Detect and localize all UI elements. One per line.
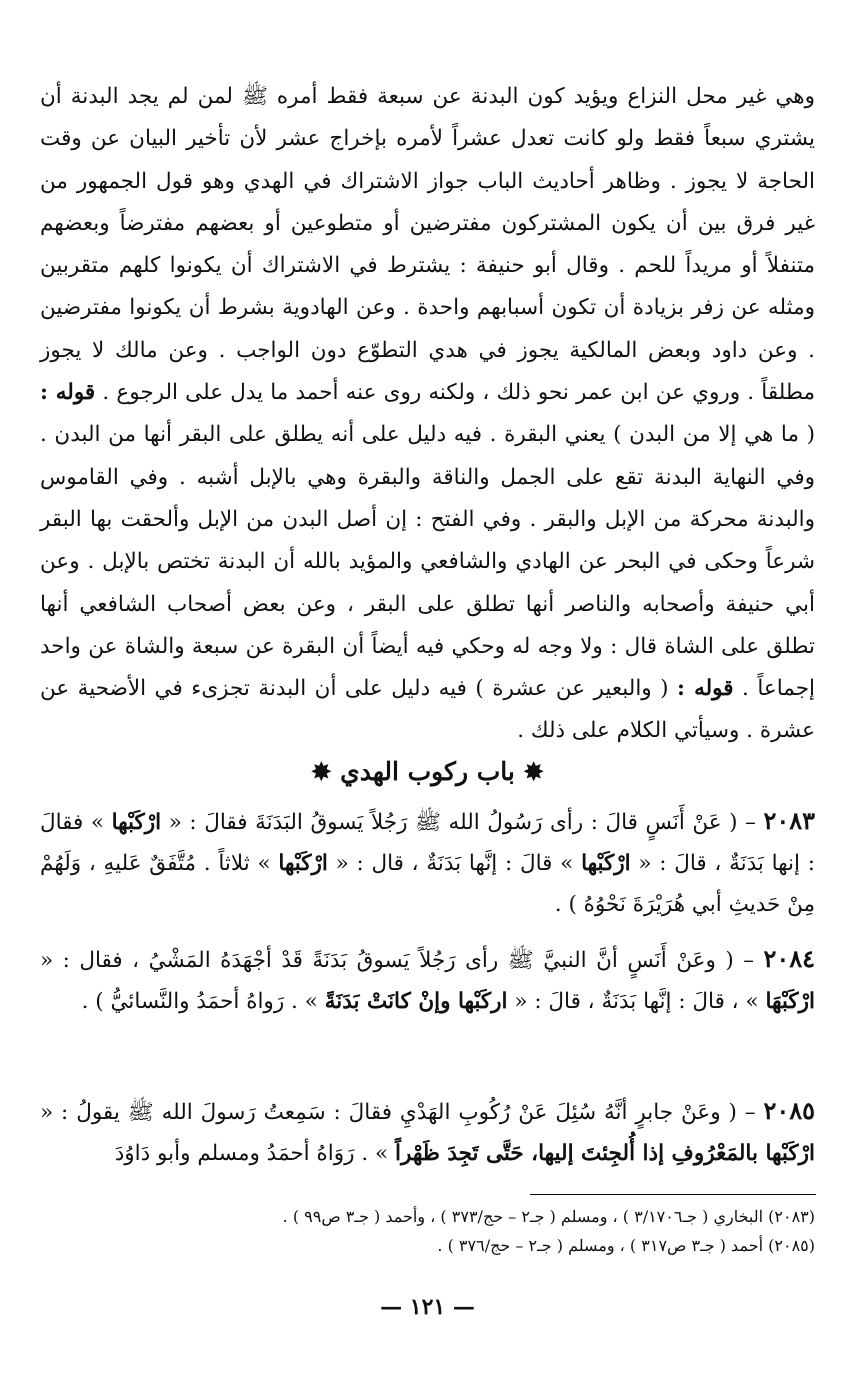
star-ornament-icon: ✸ [311,757,332,786]
star-ornament-icon: ✸ [523,757,544,786]
qawluhu-label: قوله : [677,676,734,702]
footnotes [40,1202,815,1260]
hadith-quote: ارْكَبْها بالمَعْرُوفِ إذا أُلجِئتَ إليها، حَتَّى تَجِدَ ظَهْراً [395,1141,815,1166]
hadith-segment: » . رَواهُ أحمَدُ والنَّسائيُّ ) . [81,989,325,1014]
commentary-segment: ( ما هي إلا من البدن ) يعني البقرة . فيه دليل على أنه يطلق على البقر أنها من البدن . وفي النهاية البدنة تقع على الجمل والناقة والبقرة وهي بالإبل أشبه . وفي القاموس والبدنة محركة من الإبل والبقر . وفي الفتح : إن أصل البدن من الإبل وألحقت بها البقر شرعاً وحكى في البحر عن الهادي والشافعي والمؤيد بالله أن البدنة تختص بالإبل . وعن أبي حنيفة وأصحابه والناصر أنها تطلق على البقر ، وعن بعض أصحاب الشافعي أنها تطلق على الشاة قال : ولا وجه له وحكي فيه أيضاً أن البقرة عن سبعة والشاة عن واحد إجماعاً . [40,422,815,702]
commentary-paragraph [40,76,815,753]
hadith-quote: ارْكَبْها [278,851,328,876]
commentary-segment: وهي غير محل النزاع ويؤيد كون البدنة عن سبعة فقط أمره ﷺ لمن لم يجد البدنة أن يشتري سبعاً فقط ولو كانت تعدل عشراً لأمره بإخراج عشر لأن تأخير البيان عن وقت الحاجة لا يجوز . وظاهر أحاديث الباب جواز الاشتراك في الهدي وهو قول الجمهور من غير فرق بين أن يكون المشتركون مفترضين أو متطوعين أو بعضهم مفترضاً وبعضهم متنفلاً أو مريداً للحم . وقال أبو حنيفة : يشترط في الاشتراك أن يكونوا كلهم متقربين ومثله عن زفر بزيادة أن تكون أسبابهم واحدة . وعن الهادوية بشرط أن يكونوا مفترضين . وعن داود وبعض المالكية يجوز في هدي التطوّع دون الواجب . وعن مالك لا يجوز مطلقاً . وروي عن ابن عمر نحو ذلك ، ولكنه روى عنه أحمد ما يدل على الرجوع . [40,84,815,406]
hadith-segment: » ، قالَ : إنَّها بَدَنَةٌ ، قالَ : « [507,989,766,1014]
hadith-quote: ارْكَبْهَا [765,989,815,1014]
footnote-divider [530,1194,816,1195]
hadith-number: ٢٠٨٥ [763,1096,815,1125]
hadith-number: ٢٠٨٣ [763,806,815,835]
hadith-quote: ارْكَبْها [111,810,162,835]
hadith-segment: – ( وعَنْ أَنَسٍ أنَّ النبيَّ ﷺ رأى رَجُلاً يَسوقُ بَدَنَةً قَدْ أجْهَدَهُ المَشْيُ ، فقال : « [40,948,764,973]
hadith-2085 [40,1090,815,1174]
hadith-segment: » ثلاثاً . مُتَّفَقٌ عَليهِ ، وَلَهُمْ مِنْ حَديثِ أبي هُرَيْرَةَ نَحْوُهُ ) . [40,851,815,917]
hadith-2083 [40,800,815,925]
commentary-segment: ( والبعير عن عشرة ) فيه دليل على أن البدنة تجزىء في الأضحية عن عشرة . وسيأتي الكلام على ذلك . [40,676,815,744]
hadith-segment: – ( عَنْ أَنَسٍ قالَ : رأى رَسُولُ الله ﷺ رَجُلاً يَسوقُ البَدَنَةَ فقالَ : « [161,810,764,835]
commentary-text [40,76,815,753]
qawluhu-label: قوله : [40,380,96,406]
hadith-segment: – ( وعَنْ جابرٍ أنَّهُ سُئِلَ عَنْ رُكُوبِ الهَدْيِ فقالَ : سَمِعتُ رَسولَ الله ﷺ يقولُ : « [40,1100,764,1125]
page-number: — ١٢١ — [380,1294,475,1320]
hadith-segment: » . رَوَاهُ أحمَدُ ومسلم وأبو دَاوُدَ [114,1141,395,1166]
footnote: (٢٠٨٣) البخاري ( جـ٣/١٧٠٦ ) ، ومسلم ( جـ٢ – حج/٣٧٣ ) ، وأحمد ( جـ٣ ص٩٩ ) . [282,1207,815,1226]
hadith-number: ٢٠٨٤ [763,944,815,973]
footnote: (٢٠٨٥) أحمد ( جـ٣ ص٣١٧ ) ، ومسلم ( جـ٢ – حج/٣٧٦ ) . [437,1236,815,1255]
hadith-quote: اركَبْها وإنْ كانَتْ بَدَنَةً [324,989,508,1014]
hadith-segment: » فقالَ : إنها بَدَنَةٌ ، قالَ : « [40,810,815,876]
chapter-heading [40,752,815,792]
hadith-segment: » قالَ : إنَّها بَدَنَةٌ ، قال : « [327,851,582,876]
hadith-2084 [40,938,815,1022]
hadith-quote: ارْكَبْها [581,851,631,876]
chapter-title: باب ركوب الهدي [340,757,515,786]
